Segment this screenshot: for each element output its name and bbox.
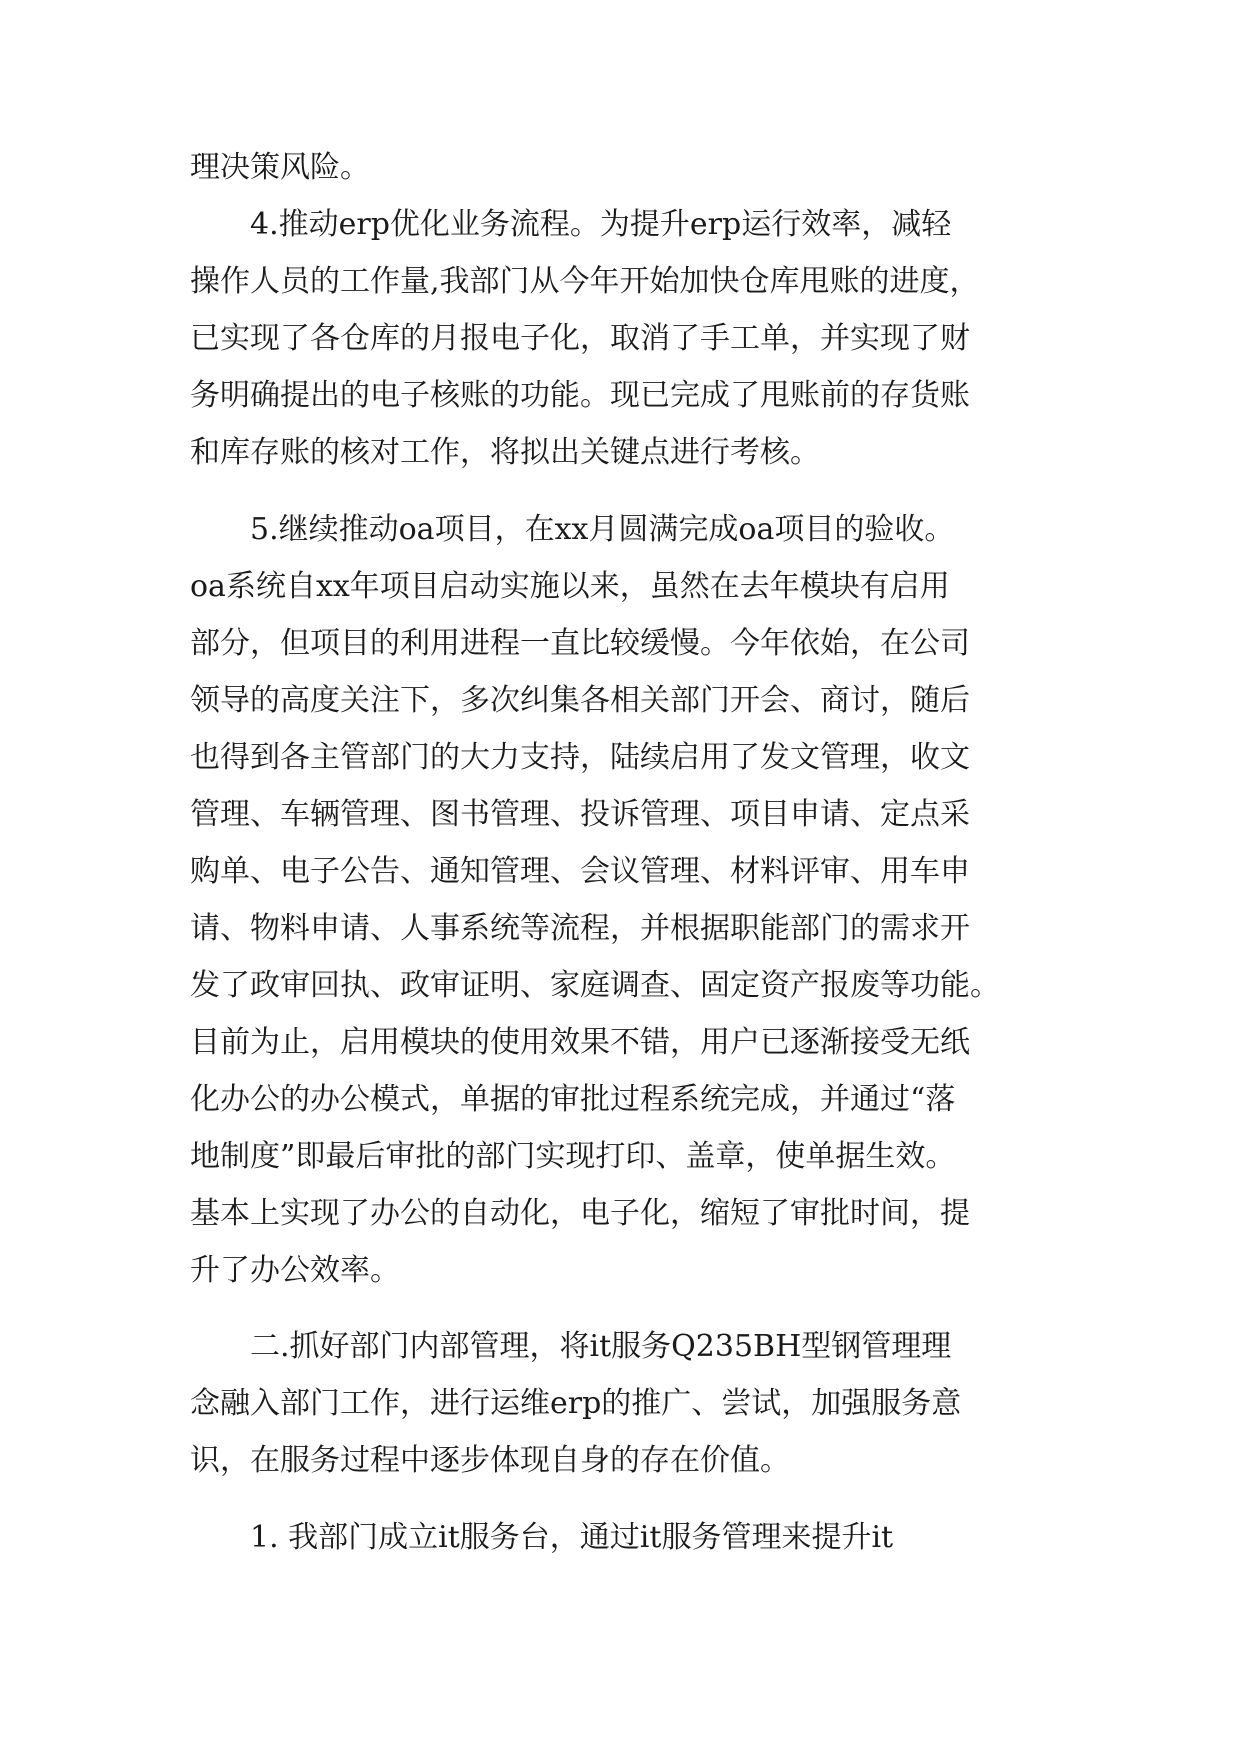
text-line: 部分，但项目的利用进程一直比较缓慢。今年依始，在公司 xyxy=(190,626,970,661)
text-line: 化办公的办公模式，单据的审批过程系统完成，并通过“落 xyxy=(190,1082,956,1117)
text-line: oa系统自xx年项目启动实施以来，虽然在去年模块有启用 xyxy=(190,569,950,604)
text-line: 操作人员的工作量,我部门从今年开始加快仓库甩账的进度， xyxy=(190,264,980,299)
text-line: 基本上实现了办公的自动化，电子化，缩短了审批时间，提 xyxy=(190,1196,970,1231)
text-line: 念融入部门工作，进行运维erp的推广、尝试，加强服务意 xyxy=(190,1386,962,1421)
text-line: 4.推动erp优化业务流程。为提升erp运行效率，减轻 xyxy=(190,207,952,242)
text-line: 购单、电子公告、通知管理、会议管理、材料评审、用车申 xyxy=(190,854,970,889)
text-line: 发了政审回执、政审证明、家庭调查、固定资产报废等功能。 xyxy=(190,968,1000,1003)
text-line: 和库存账的核对工作，将拟出关键点进行考核。 xyxy=(190,435,820,470)
text-line: 识，在服务过程中逐步体现自身的存在价值。 xyxy=(190,1443,790,1478)
text-line: 理决策风险。 xyxy=(190,150,370,185)
text-line: 升了办公效率。 xyxy=(190,1253,400,1288)
text-line: 领导的高度关注下，多次纠集各相关部门开会、商讨，随后 xyxy=(190,683,970,718)
text-line: 请、物料申请、人事系统等流程，并根据职能部门的需求开 xyxy=(190,911,970,946)
text-line: 目前为止，启用模块的使用效果不错，用户已逐渐接受无纸 xyxy=(190,1025,970,1060)
text-line: 二.抓好部门内部管理，将it服务Q235BH型钢管理理 xyxy=(190,1329,952,1364)
text-line: 也得到各主管部门的大力支持，陆续启用了发文管理，收文 xyxy=(190,740,970,775)
text-line: 管理、车辆管理、图书管理、投诉管理、项目申请、定点采 xyxy=(190,797,970,832)
text-line: 1. 我部门成立it服务台，通过it服务管理来提升it xyxy=(190,1520,894,1555)
text-line: 务明确提出的电子核账的功能。现已完成了甩账前的存货账 xyxy=(190,378,970,413)
text-line: 地制度”即最后审批的部门实现打印、盖章，使单据生效。 xyxy=(190,1139,956,1174)
text-line: 5.继续推动oa项目，在xx月圆满完成oa项目的验收。 xyxy=(190,512,955,547)
text-line: 已实现了各仓库的月报电子化，取消了手工单，并实现了财 xyxy=(190,321,970,356)
